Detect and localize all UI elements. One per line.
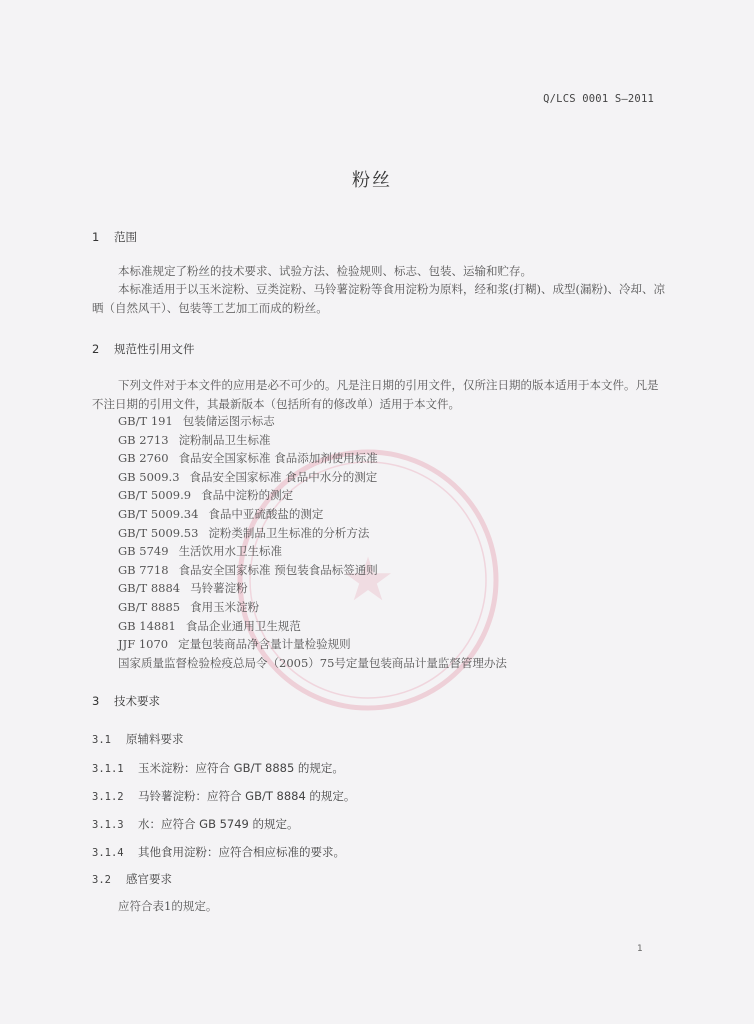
reference-item: GB/T 5009.34 食品中亚硫酸盐的测定 [118, 506, 324, 521]
section-3-heading [92, 693, 160, 709]
references-intro: 下列文件对于本文件的应用是必不可少的。凡是注日期的引用文件，仅所注日期的版本适用于本文件。凡是不注日期的引用文件，其最新版本（包括所有的修改单）适用于本文件。 [92, 378, 659, 411]
section-2-heading [92, 341, 195, 357]
reference-item: GB/T 8884 马铃薯淀粉 [118, 581, 248, 596]
reference-item: GB 2760 食品安全国家标准 食品添加剂使用标准 [118, 451, 378, 466]
section-title: 范围 [114, 230, 137, 244]
clause-3-1-3: 3.1.3 水：应符合 GB 5749 的规定。 [92, 817, 299, 831]
reference-item: GB 7718 食品安全国家标准 预包装食品标签通则 [118, 562, 378, 577]
clause-3-1-2: 3.1.2 马铃薯淀粉：应符合 GB/T 8884 的规定。 [92, 789, 356, 803]
reference-item: GB/T 8885 食用玉米淀粉 [118, 599, 260, 614]
reference-item: GB/T 5009.53 淀粉类制品卫生标准的分析方法 [118, 525, 370, 540]
reference-item: GB 5009.3 食品安全国家标准 食品中水分的测定 [118, 469, 378, 484]
reference-item: GB/T 191 包装储运图示标志 [118, 414, 275, 428]
clause-3-1: 3.1 原辅料要求 [92, 732, 184, 746]
reference-item: GB 2713 淀粉制品卫生标准 [118, 432, 271, 447]
section-number: 3 [92, 694, 100, 708]
clause-3-1-1: 3.1.1 玉米淀粉：应符合 GB/T 8885 的规定。 [92, 761, 344, 775]
document-title: 粉丝 [352, 170, 392, 191]
reference-item: GB/T 5009.9 食品中淀粉的测定 [118, 488, 294, 503]
section-title: 技术要求 [114, 694, 160, 708]
section-number: 1 [92, 230, 100, 244]
reference-item: 国家质量监督检验检疫总局令（2005）75号定量包装商品计量监督管理办法 [118, 655, 507, 670]
reference-list [118, 412, 507, 672]
reference-item: GB 14881 食品企业通用卫生规范 [118, 618, 301, 633]
clause-3-2: 3.2 感官要求 [92, 872, 172, 886]
clause-3-1-4: 3.1.4 其他食用淀粉：应符合相应标准的要求。 [92, 845, 345, 859]
reference-item: GB 5749 生活饮用水卫生标准 [118, 544, 283, 559]
section-title: 规范性引用文件 [114, 342, 195, 356]
standard-code: Q/LCS 0001 S—2011 [543, 93, 654, 105]
page-number: 1 [637, 944, 643, 954]
scope-paragraph-2: 本标准适用于以玉米淀粉、豆类淀粉、马铃薯淀粉等食用淀粉为原料，经和浆(打糊)、成型(漏粉)、冷却、凉晒（自然风干）、包装等工艺加工而成的粉丝。 [92, 282, 665, 315]
scope-paragraph-1: 本标准规定了粉丝的技术要求、试验方法、检验规则、标志、包装、运输和贮存。 [118, 264, 532, 278]
section-1-heading [92, 229, 137, 245]
section-number: 2 [92, 342, 100, 356]
svg-text:★: ★ [341, 545, 395, 615]
clause-3-2-text: 应符合表1的规定。 [118, 899, 218, 913]
reference-item: JJF 1070 定量包装商品净含量计量检验规则 [118, 637, 351, 652]
